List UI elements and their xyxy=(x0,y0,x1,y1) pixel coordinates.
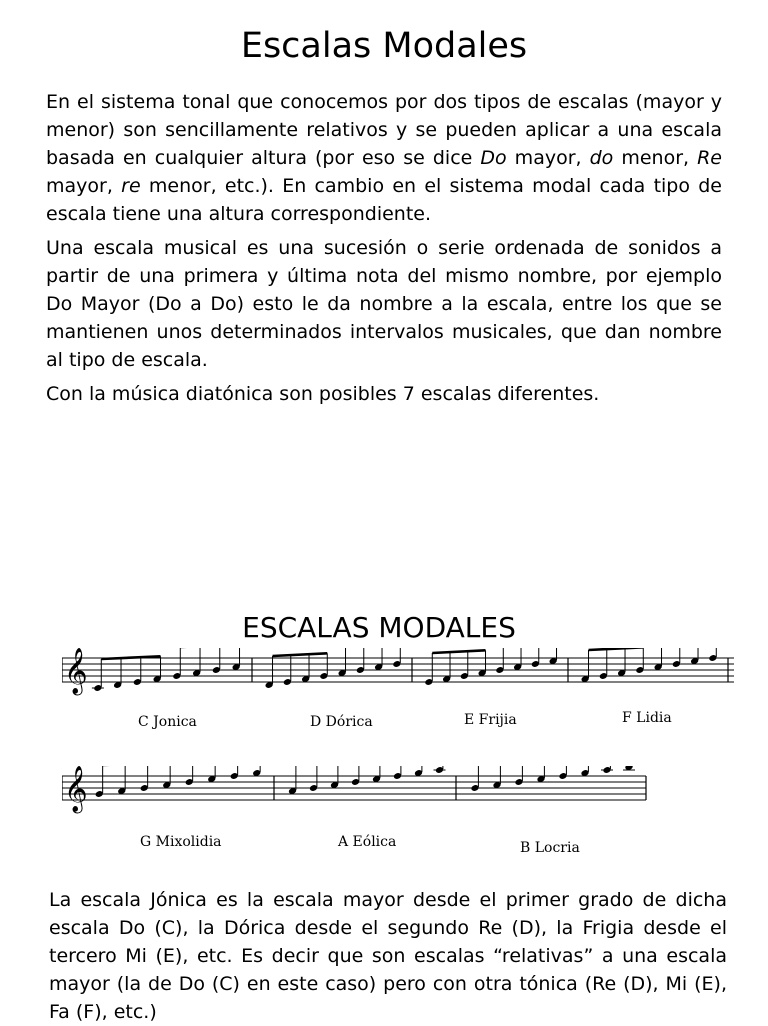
mode-label: G Mixolidia xyxy=(140,834,222,850)
paragraph-1: En el sistema tonal que conocemos por dos tipos de escalas (mayor y menor) son sencillamente relativos y se pueden aplicar a una escala basada en cualquier altura (por eso se dice Do mayor, do menor, Re mayor, re menor, etc.). En cambio en el sistema modal cada tipo de escala tiene una altura correspondiente. xyxy=(46,91,723,225)
mode-label: D Dórica xyxy=(310,714,373,730)
mode-label: E Frijia xyxy=(464,712,517,728)
note-beam xyxy=(432,650,485,653)
treble-clef-icon: 𝄞 xyxy=(64,766,88,812)
treble-clef-icon: 𝄞 xyxy=(64,648,88,694)
intro-text xyxy=(46,88,722,414)
staff-row-2 xyxy=(62,766,662,858)
page-title: Escalas Modales xyxy=(240,26,528,66)
mode-label: C Jonica xyxy=(138,714,197,730)
note-beam xyxy=(589,648,644,650)
paragraph-3: Con la música diatónica son posibles 7 escalas diferentes. xyxy=(46,383,600,405)
music-staff-1 xyxy=(62,648,734,740)
figure-title: ESCALAS MODALES xyxy=(242,611,516,644)
staff-row-1 xyxy=(62,648,734,740)
note-beam xyxy=(273,653,328,656)
mode-label: B Locria xyxy=(520,840,580,856)
mode-label: F Lidia xyxy=(622,710,672,726)
mode-label: A Eólica xyxy=(338,834,397,850)
explanation-text xyxy=(49,886,727,1026)
note-beam xyxy=(101,656,160,659)
paragraph-2: Una escala musical es una sucesión o serie ordenada de sonidos a partir de una primera y última nota del mismo nombre, por ejemplo Do Mayor (Do a Do) esto le da nombre a la escala, entre los que se mantienen unos determinados intervalos musicales, que dan nombre al tipo de escala. xyxy=(46,237,722,371)
bottom-paragraph: La escala Jónica es la escala mayor desde el primer grado de dicha escala Do (C), la Dórica desde el segundo Re (D), la Frigia desde el tercero Mi (E), etc. Es decir que son escalas “relativas” a una escala mayor (la de Do (C) en este caso) pero con otra tónica (Re (D), Mi (E), Fa (F), etc.) xyxy=(49,889,727,1023)
music-staff-2 xyxy=(62,766,662,858)
